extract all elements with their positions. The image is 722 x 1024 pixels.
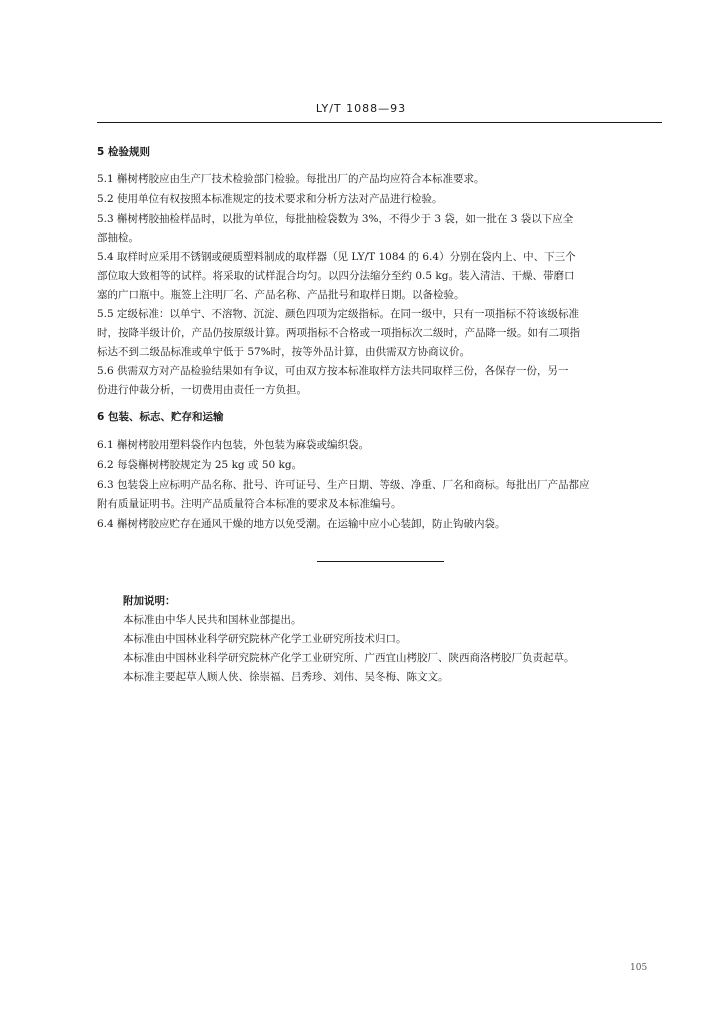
additional-notes-title: 附加说明： — [123, 595, 176, 607]
clause-5-1: 5.1 槲树栲胶应由生产厂技术检验部门检验。每批出厂的产品均应符合本标准要求。 — [97, 173, 485, 185]
clause-5-5: 5.5 定级标准：以单宁、不溶物、沉淀、颜色四项为定级指标。在同一级中，只有一项指标不符该级标准 — [97, 308, 580, 320]
clause-5-4-cont-2: 塞的广口瓶中。瓶签上注明厂名、产品名称、产品批号和取样日期。以备检验。 — [97, 289, 465, 301]
clause-5-3: 5.3 槲树栲胶抽检样品时，以批为单位，每批抽检袋数为 3%，不得少于 3 袋，如一批在 3 袋以下应全 — [97, 213, 574, 225]
note-line-3: 本标准由中国林业科学研究院林产化学工业研究所、广西宜山栲胶厂、陕西商洛栲胶厂负责起草。 — [123, 652, 575, 664]
clause-5-3-cont: 部抽检。 — [97, 232, 139, 244]
clause-6-3: 6.3 包装袋上应标明产品名称、批号、许可证号、生产日期、等级、净重、厂名和商标。每批出厂产品都应 — [97, 479, 590, 491]
clause-5-4-cont-1: 部位取大致相等的试样。将采取的试样混合均匀。以四分法缩分至约 0.5 kg。装入清洁、干燥、带磨口 — [97, 270, 575, 282]
clause-5-5-cont-2: 标达不到二级品标准或单宁低于 57%时，按等外品计算，由供需双方协商议价。 — [97, 346, 471, 358]
header-rule — [97, 122, 662, 123]
clause-6-3-cont: 附有质量证明书。注明产品质量符合本标准的要求及本标准编号。 — [97, 498, 402, 510]
clause-6-2: 6.2 每袋槲树栲胶规定为 25 kg 或 50 kg。 — [97, 459, 303, 471]
clause-5-5-cont-1: 时，按降半级计价，产品仍按原级计算。两项指标不合格或一项指标次二级时，产品降一级。如有二项指 — [97, 327, 580, 339]
section-6-heading: 6 包装、标志、贮存和运输 — [97, 411, 224, 423]
standard-code-header: LY/T 1088—93 — [315, 102, 407, 115]
note-line-2: 本标准由中国林业科学研究院林产化学工业研究所技术归口。 — [123, 633, 407, 645]
section-divider — [317, 561, 444, 562]
clause-6-4: 6.4 槲树栲胶应贮存在通风干燥的地方以免受潮。在运输中应小心装卸，防止钩破内袋。 — [97, 518, 506, 530]
note-line-1: 本标准由中华人民共和国林业部提出。 — [123, 614, 302, 626]
clause-6-1: 6.1 槲树栲胶用塑料袋作内包装，外包装为麻袋或编织袋。 — [97, 439, 370, 451]
clause-5-2: 5.2 使用单位有权按照本标准规定的技术要求和分析方法对产品进行检验。 — [97, 193, 443, 205]
page-number: 105 — [630, 963, 648, 973]
clause-5-6-cont: 份进行仲裁分析，一切费用由责任一方负担。 — [97, 384, 307, 396]
clause-5-6: 5.6 供需双方对产品检验结果如有争议，可由双方按本标准取样方法共同取样三份，各保存一份，另一 — [97, 365, 569, 377]
note-line-4: 本标准主要起草人顾人侠、徐崇福、吕秀珍、刘伟、吴冬梅、陈文文。 — [123, 671, 449, 683]
clause-5-4: 5.4 取样时应采用不锈钢或硬质塑料制成的取样器（见 LY/T 1084 的 6.4）分别在袋内上、中、下三个 — [97, 251, 576, 263]
section-5-heading: 5 检验规则 — [97, 146, 150, 158]
